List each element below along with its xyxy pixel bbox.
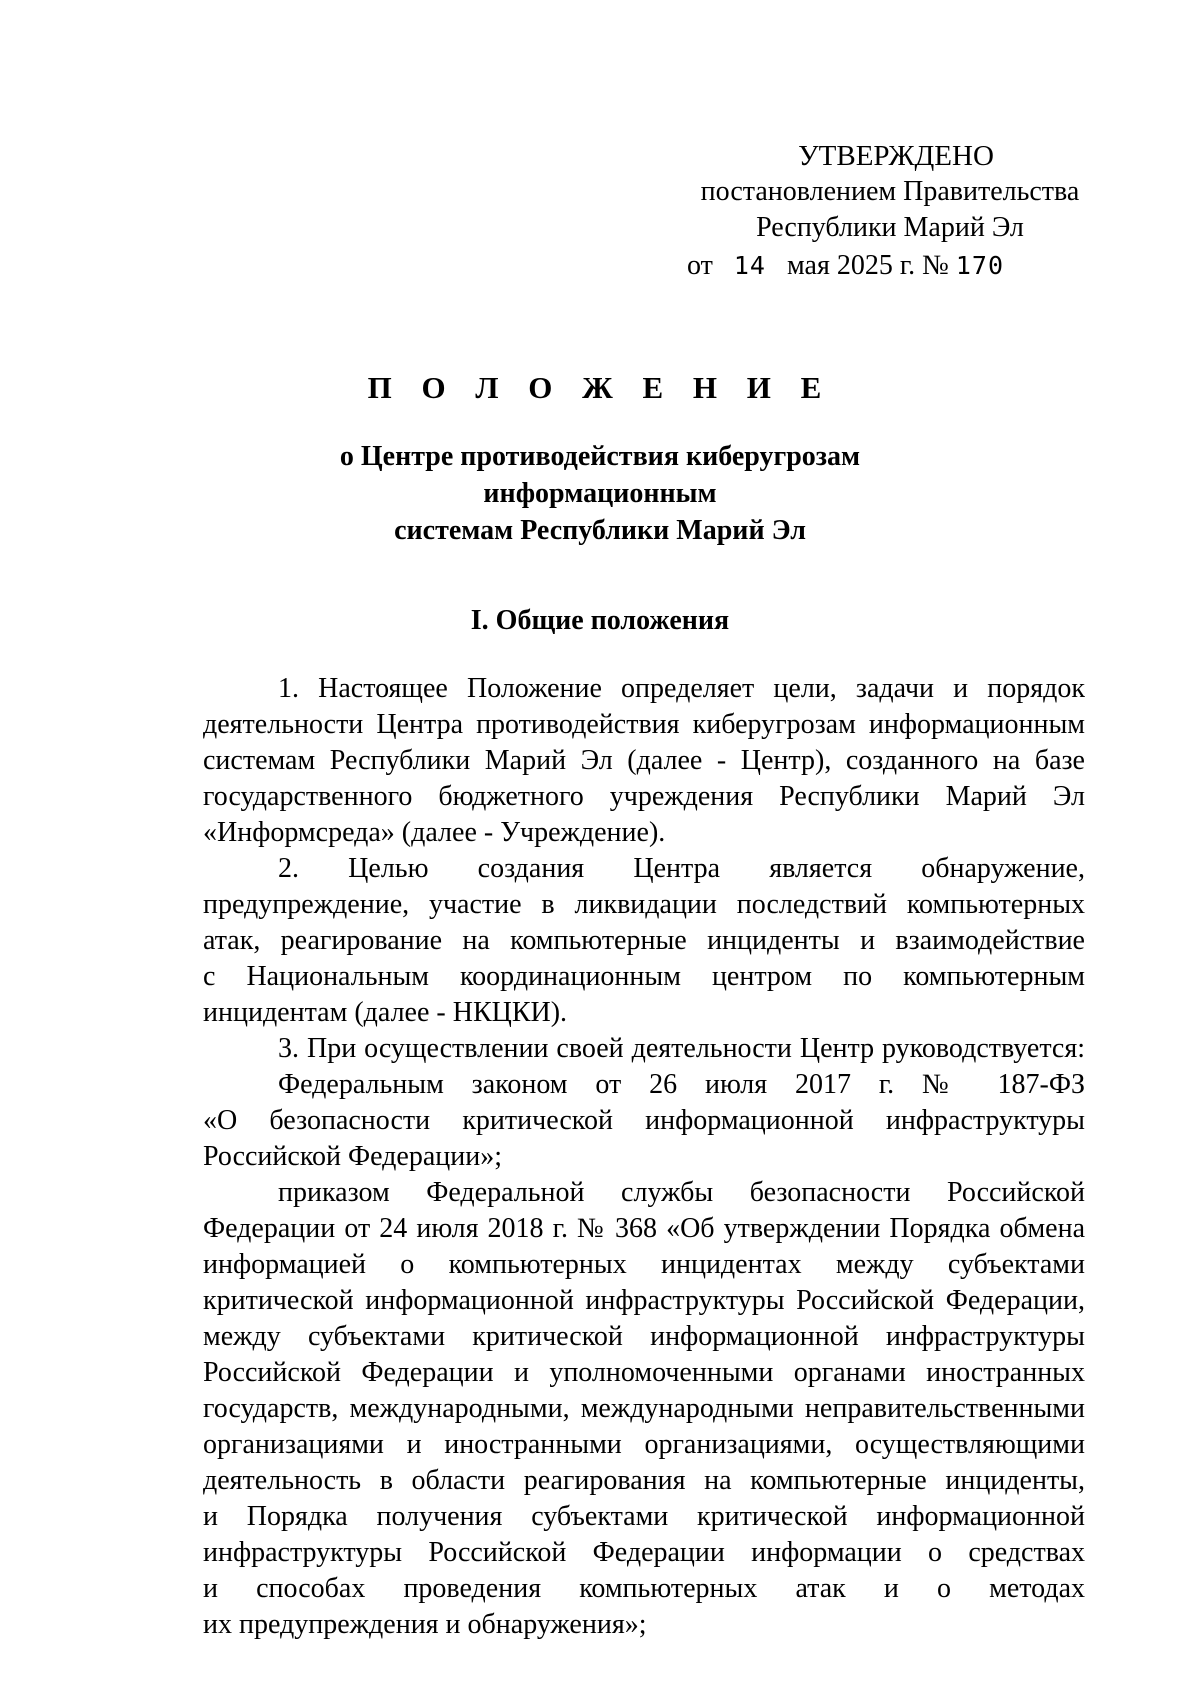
paragraph-line: инцидентам (далее - НКЦКИ). [203,997,568,1028]
paragraph-line: критической информационной инфраструктуры Российской Федерации, [203,1285,1085,1316]
paragraph-5 [203,1175,1085,1643]
paragraph-line: предупреждение, участие в ликвидации последствий компьютерных [203,889,1085,920]
approval-number: 170 [955,251,1005,280]
approval-day: 14 [733,251,766,280]
paragraph-1 [203,671,1085,851]
paragraph-line: организациями и иностранными организациями, осуществляющими [203,1429,1085,1460]
paragraph-line: с Национальным координационным центром по компьютерным [203,961,1085,992]
approval-line-1: постановлением Правительства [700,176,1080,207]
approval-date-prefix: от [687,250,713,281]
paragraph-line: деятельность в области реагирования на компьютерные инциденты, [203,1465,1085,1496]
paragraph-line: 1. Настоящее Положение определяет цели, задачи и порядок [278,673,1085,704]
paragraph-line: Федерации от 24 июля 2018 г. № 368 «Об утверждении Порядка обмена [203,1213,1085,1244]
approval-date-row [687,248,1090,284]
paragraph-line: «О безопасности критической информационной инфраструктуры [203,1105,1085,1136]
paragraph-line: 2. Целью создания Центра является обнаружение, [278,853,1085,884]
paragraph-line: и Порядка получения субъектами критической информационной [203,1501,1085,1532]
paragraph-4 [203,1067,1085,1175]
paragraph-line: Российской Федерации»; [203,1141,503,1172]
paragraph-line: информацией о компьютерных инцидентах между субъектами [203,1249,1085,1280]
paragraph-line: системам Республики Марий Эл (далее - Центр), созданного на базе [203,745,1085,776]
document-subtitle [240,438,960,549]
paragraph-line: приказом Федеральной службы безопасности Российской [278,1177,1085,1208]
approval-title: УТВЕРЖДЕНО [798,140,994,172]
paragraph-line: их предупреждения и обнаружения»; [203,1609,647,1640]
paragraph-line: «Информсреда» (далее - Учреждение). [203,817,666,848]
paragraph-line: 3. При осуществлении своей деятельности Центр руководствуется: [278,1033,1085,1064]
document-body [203,671,1085,1643]
document-title: П О Л О Ж Е Н И Е [367,370,833,405]
paragraph-line: Российской Федерации и уполномоченными органами иностранных [203,1357,1085,1388]
paragraph-3 [203,1031,1085,1067]
document-subtitle-line-2: системам Республики Марий Эл [394,515,806,546]
paragraph-line: атак, реагирование на компьютерные инциденты и взаимодействие [203,925,1085,956]
paragraph-2 [203,851,1085,1031]
paragraph-line: Федеральным законом от 26 июля 2017 г. № 187-ФЗ [278,1069,1085,1100]
approval-stamp [687,138,1090,284]
approval-line-2: Республики Марий Эл [756,212,1024,243]
paragraph-line: государств, международными, международными неправительственными [203,1393,1085,1424]
approval-month-year: мая 2025 г. № [786,250,949,281]
document-subtitle-line-1: о Центре противодействия киберугрозам информационным [339,441,861,509]
paragraph-line: инфраструктуры Российской Федерации информации о средствах [203,1537,1085,1568]
section-title: I. Общие положения [470,605,730,636]
paragraph-line: государственного бюджетного учреждения Республики Марий Эл [203,781,1085,812]
paragraph-line: деятельности Центра противодействия киберугрозам информационным [203,709,1085,740]
paragraph-line: между субъектами критической информационной инфраструктуры [203,1321,1085,1352]
paragraph-line: и способах проведения компьютерных атак и о методах [203,1573,1085,1604]
